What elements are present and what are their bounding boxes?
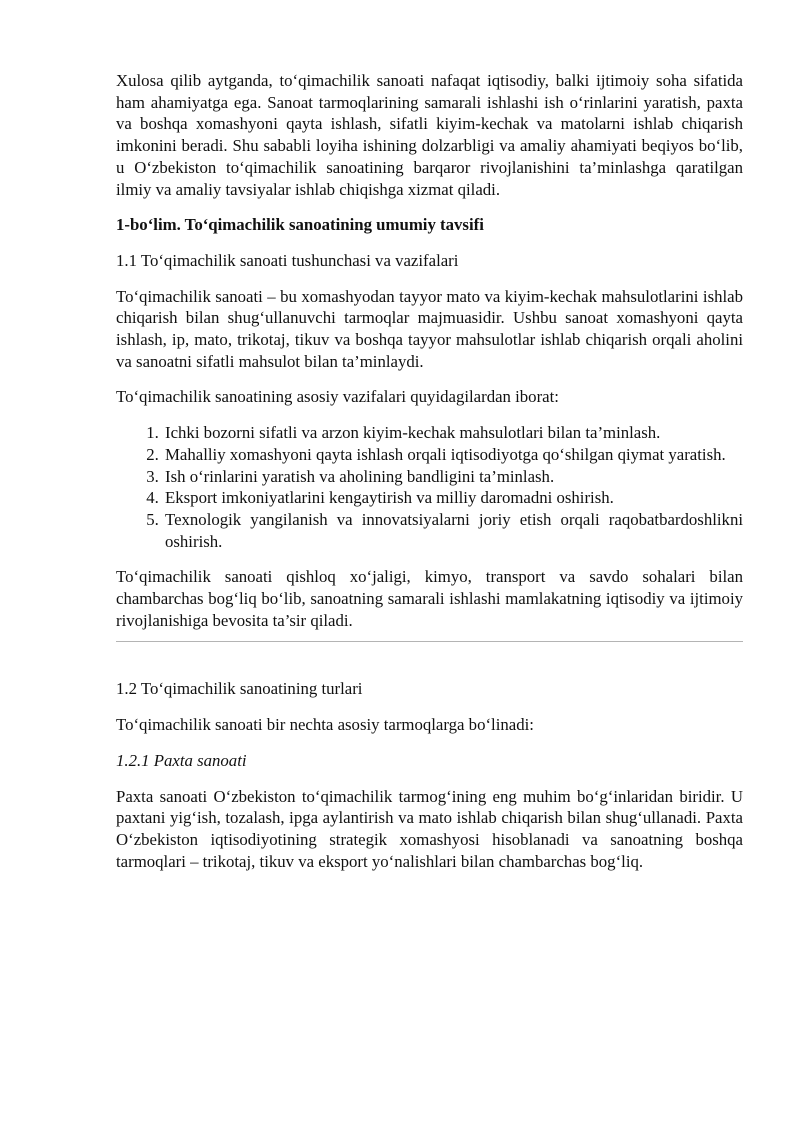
types-intro: To‘qimachilik sanoati bir nechta asosiy tarmoqlarga bo‘linadi: xyxy=(116,715,534,735)
list-item: 5. Texnologik yangilanish va innovatsiyalarni joriy etish orqali raqobatbardoshlikni oshirish. xyxy=(163,509,743,552)
subsection-title-1-2-1: 1.2.1 Paxta sanoati xyxy=(116,750,247,770)
definition-paragraph: To‘qimachilik sanoati – bu xomashyodan tayyor mato va kiyim-kechak mahsulotlarini ishlab chiqarish bilan shug‘ullanuvchi tarmoqlar majmuasidir. Ushbu sanoat xomashyoni qayta ishlash, ip, mato, trikotaj, tikuv va boshqa tayyor mahsulotlar ishlab chiqarish orqali aholini va sanoatni sifatli mahsulot bilan ta’minlaydi. xyxy=(116,286,743,371)
conclusion-paragraph: Xulosa qilib aytganda, to‘qimachilik sanoati nafaqat iqtisodiy, balki ijtimoiy soha sifatida ham ahamiyatga ega. Sanoat tarmoqlarining samarali ishlashi ish o‘rinlarini yaratish, paxta va boshqa xomashyoni qayta ishlash, sifatli kiyim-kechak va matolarni ishlab chiqarish imkonini beradi. Shu sababli loyiha ishining dolzarbligi va amaliy ahamiyati beqiyos bo‘lib, u O‘zbekiston to‘qimachilik sanoatining barqaror rivojlanishini ta’minlashga qaratilgan ilmiy va amaliy tavsiyalar ishlab chiqishga xizmat qiladi. xyxy=(116,71,743,199)
list-item: 4. Eksport imkoniyatlarini kengaytirish va milliy daromadni oshirish. xyxy=(163,487,743,509)
section-divider xyxy=(116,641,743,642)
closing-paragraph: To‘qimachilik sanoati qishloq xo‘jaligi, kimyo, transport va savdo sohalari bilan chambarchas bog‘liq bo‘lib, sanoatning samarali ishlashi mamlakatning iqtisodiy va ijtimoiy rivojlanishiga bevosita ta’sir qiladi. xyxy=(116,567,743,630)
tasks-list xyxy=(116,422,743,552)
list-item: 3. Ish o‘rinlarini yaratish va aholining bandligini ta’minlash. xyxy=(163,466,743,488)
subsection-title-1-1: 1.1 To‘qimachilik sanoati tushunchasi va vazifalari xyxy=(116,250,459,270)
tasks-intro: To‘qimachilik sanoatining asosiy vazifalari quyidagilardan iborat: xyxy=(116,387,559,407)
document-page xyxy=(116,70,743,872)
list-item: 1. Ichki bozorni sifatli va arzon kiyim-kechak mahsulotlari bilan ta’minlash. xyxy=(163,422,743,444)
list-item: 2. Mahalliy xomashyoni qayta ishlash orqali iqtisodiyotga qo‘shilgan qiymat yaratish. xyxy=(163,444,743,466)
subsection-title-1-2: 1.2 To‘qimachilik sanoatining turlari xyxy=(116,679,363,699)
section-heading: 1-bo‘lim. To‘qimachilik sanoatining umumiy tavsifi xyxy=(116,215,484,235)
cotton-paragraph: Paxta sanoati O‘zbekiston to‘qimachilik tarmog‘ining eng muhim bo‘g‘inlaridan biridir. U paxtani yig‘ish, tozalash, ipga aylantirish va mato ishlab chiqarish bilan shug‘ullanadi. Paxta O‘zbekiston iqtisodiyotining strategik xomashyosi hisoblanadi va sanoatning boshqa tarmoqlari – trikotaj, tikuv va eksport yo‘nalishlari bilan chambarchas bog‘liq. xyxy=(116,786,743,871)
